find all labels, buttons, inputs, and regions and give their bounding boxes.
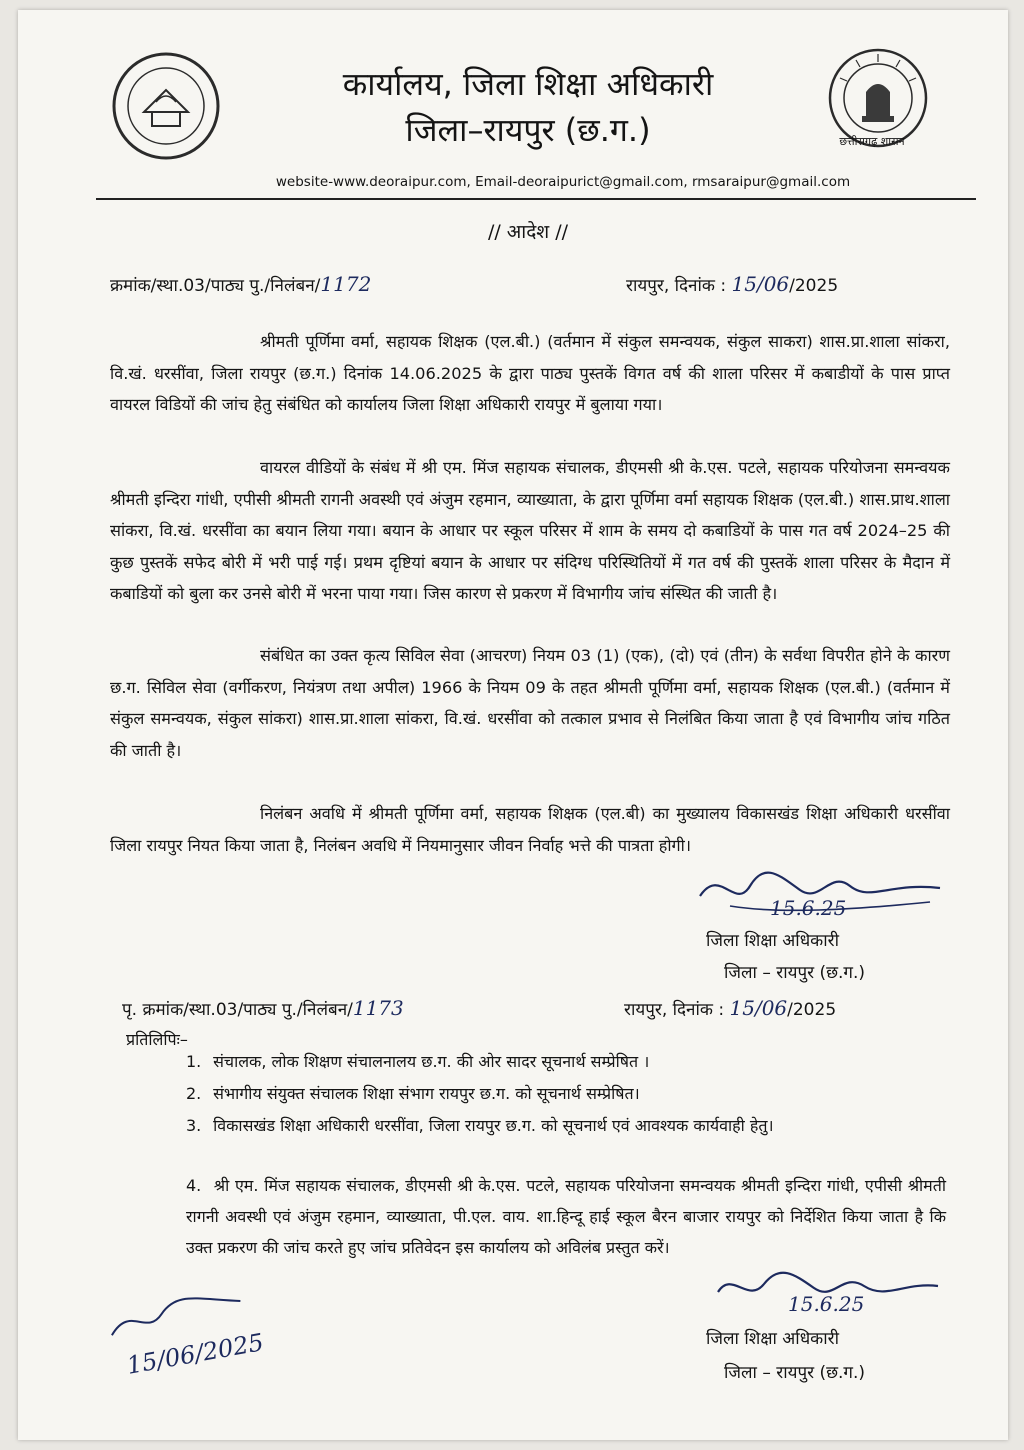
endorsement-reference	[122, 996, 404, 1020]
copy-item-4: 4. श्री एम. मिंज सहायक संचालक, डीएमसी श्री के.एस. पटले, सहायक परियोजना समन्वयक श्रीमती इन्दिरा गांधी, एपीसी श्रीमती रागनी अवस्थी एवं अंजुम रहमान, व्याख्याता, पी.एल. वाय. शा.हिन्दू हाई स्कूल बैरन बाजार रायपुर को निर्देशित किया जाता है कि उक्त प्रकरण की जांच करते हुए जांच प्रतिवेदन इस कार्यालय को अविलंब प्रस्तुत करें।	[186, 1176, 947, 1257]
order-reference-prefix: क्रमांक/स्था.03/पाठ्य पु./निलंबन/	[110, 276, 321, 296]
signature-1-title: जिला शिक्षा अधिकारी	[706, 931, 839, 951]
paragraph-3: संबंधित का उक्त कृत्य सिविल सेवा (आचरण) नियम 03 (1) (एक), (दो) एवं (तीन) के सर्वथा विपरीत होने के कारण छ.ग. सिविल सेवा (वर्गीकरण, नियंत्रण तथा अपील) 1966 के नियम 09 के तहत श्रीमती पूर्णिमा वर्मा, सहायक शिक्षक (एल.बी.) (वर्तमान में संकुल समन्वयक, संकुल सांकरा) शास.प्रा.शाला सांकरा, वि.खं. धरसींवा को तत्काल प्रभाव से निलंबित किया जाता है एवं विभागीय जांच गठित की जाती है।	[110, 646, 950, 760]
order-reference	[110, 272, 371, 296]
copy-item-3: 3. विकासखंड शिक्षा अधिकारी धरसींवा, जिला रायपुर छ.ग. को सूचनार्थ एवं आवश्यक कार्यवाही हेतु।	[186, 1116, 774, 1135]
office-district: जिला–रायपुर (छ.ग.)	[405, 111, 651, 149]
paragraph-4: निलंबन अवधि में श्रीमती पूर्णिमा वर्मा, सहायक शिक्षक (एल.बी) का मुख्यालय विकासखंड शिक्षा अधिकारी धरसींवा जिला रायपुर नियत किया जाता है, निलंबन अवधि में नियमानुसार जीवन निर्वाह भत्ते की पात्रता होगी।	[110, 804, 950, 855]
order-date-prefix: रायपुर, दिनांक :	[626, 276, 727, 296]
document-page	[18, 10, 1008, 1440]
contact-details: website-www.deoraipur.com, Email-deoraipurict@gmail.com, rmsaraipur@gmail.com	[275, 174, 851, 190]
copy-item-1: 1. संचालक, लोक शिक्षण संचालनालय छ.ग. की ओर सादर सूचनार्थ सम्प्रेषित ।	[186, 1052, 650, 1071]
signature-2-place: जिला – रायपुर (छ.ग.)	[724, 1363, 866, 1383]
signature-1-date: 15.6.25	[770, 896, 847, 920]
order-date-handwritten: 15/06	[731, 272, 790, 296]
endorsement-year: /2025	[787, 1000, 837, 1020]
order-title: // आदेश //	[487, 221, 569, 243]
signature-2-title: जिला शिक्षा अधिकारी	[706, 1329, 839, 1349]
signature-1-place: जिला – रायपुर (छ.ग.)	[724, 963, 866, 983]
paragraph-2: वायरल वीडियों के संबंध में श्री एम. मिंज सहायक संचालक, डीएमसी श्री के.एस. पटले, सहायक परियोजना समन्वयक श्रीमती इन्दिरा गांधी, एपीसी श्रीमती रागनी अवस्थी एवं अंजुम रहमान, व्याख्याता, के द्वारा पूर्णिमा वर्मा सहायक शिक्षक (एल.बी.) शास.प्राथ.शाला सांकरा, वि.खं. धरसींवा का बयान लिया गया। बयान के आधार पर स्कूल परिसर में शाम के समय दो कबाडियों के पास गत वर्ष 2024–25 की कुछ पुस्तकें सफेद बोरी में भरी पाई गई। प्रथम दृष्टियां बयान के आधार पर संदिग्ध परिस्थितियों में गत वर्ष की पुस्तकें शाला परिसर के मैदान में कबाडियों को बुला कर उनसे बोरी में भरना पाया गया। जिस कारण से प्रकरण में विभागीय जांच संस्थित की जाती है।	[110, 458, 950, 603]
office-name: कार्यालय, जिला शिक्षा अधिकारी	[342, 65, 714, 103]
received-date-handwritten: 15/06/2025	[124, 1328, 266, 1380]
header-divider	[96, 198, 976, 200]
emblem-caption: छत्तीसगढ़ शासन	[839, 135, 905, 148]
order-number-handwritten: 1172	[320, 272, 372, 296]
endorsement-date-handwritten: 15/06	[729, 996, 788, 1020]
endorsement-date	[624, 996, 836, 1020]
endorsement-date-prefix: रायपुर, दिनांक :	[624, 1000, 725, 1020]
copy-to-label: प्रतिलिपिः–	[126, 1030, 188, 1049]
copy-item-2: 2. संभागीय संयुक्त संचालक शिक्षा संभाग रायपुर छ.ग. को सूचनार्थ सम्प्रेषित।	[186, 1084, 640, 1103]
district-education-office-seal-icon	[110, 50, 222, 162]
endorsement-reference-prefix: पृ. क्रमांक/स्था.03/पाठ्य पु./निलंबन/	[122, 1000, 353, 1020]
paragraph-1: श्रीमती पूर्णिमा वर्मा, सहायक शिक्षक (एल.बी.) (वर्तमान में संकुल समन्वयक, संकुल साकरा) शास.प्रा.शाला सांकरा, वि.खं. धरसींवा, जिला रायपुर (छ.ग.) दिनांक 14.06.2025 के द्वारा पाठ्य पुस्तकें विगत वर्ष की शाला परिसर में कबाडीयों के पास प्राप्त वायरल विडियों की जांच हेतु संबंधित को कार्यालय जिला शिक्षा अधिकारी रायपुर में बुलाया गया।	[110, 332, 950, 414]
signature-2-date: 15.6.25	[788, 1292, 865, 1316]
endorsement-number-handwritten: 1173	[352, 996, 404, 1020]
order-year: /2025	[789, 276, 839, 296]
order-date	[626, 272, 838, 296]
